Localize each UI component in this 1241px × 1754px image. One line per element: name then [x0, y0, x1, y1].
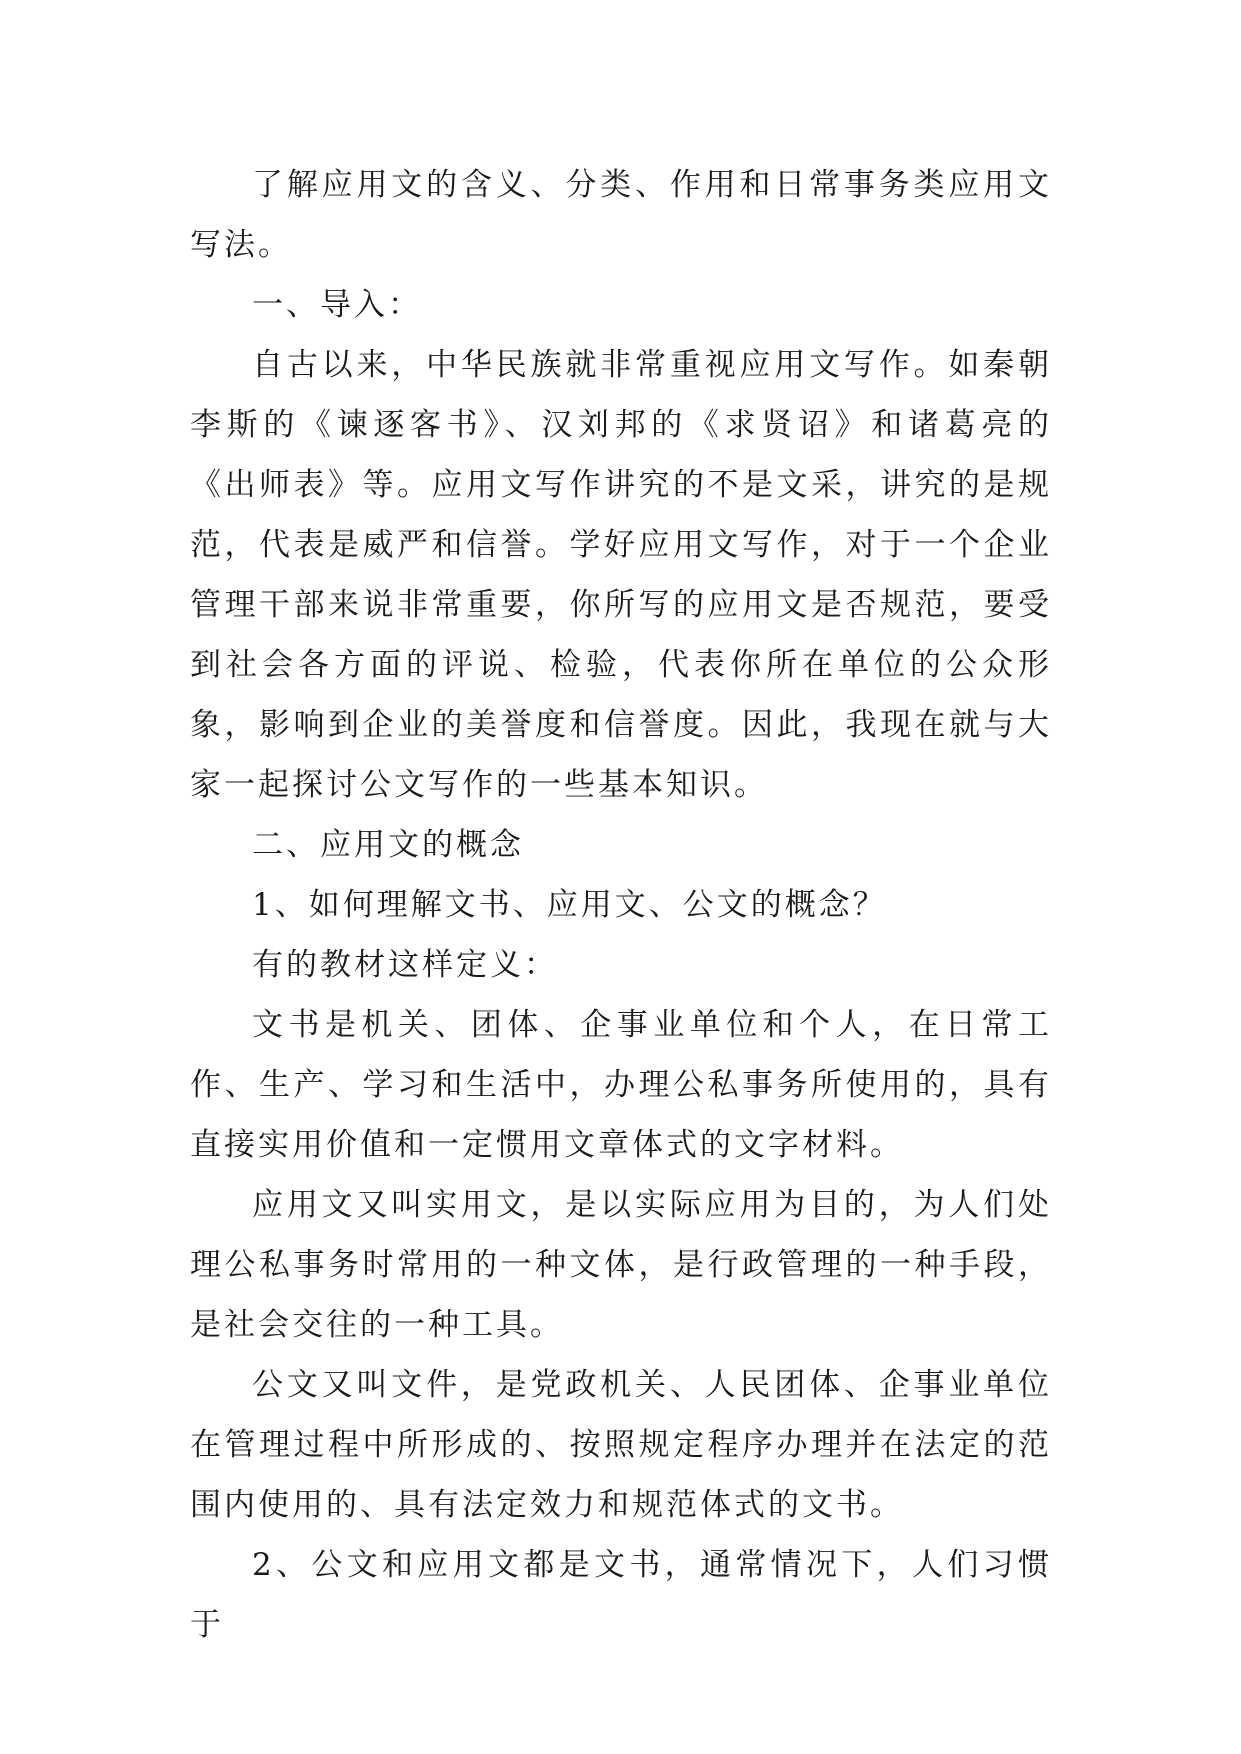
paragraph-objective: 了解应用文的含义、分类、作用和日常事务类应用文写法。 — [190, 167, 1052, 263]
subheading-question-1: 1、如何理解文书、应用文、公文的概念？ — [252, 887, 887, 923]
paragraph-introduction: 自古以来，中华民族就非常重视应用文写作。如秦朝李斯的《谏逐客书》、汉刘邦的《求贤诏》和诸葛亮的《出师表》等。应用文写作讲究的不是文采，讲究的是规范，代表是威严和信誉。学好应用文写作，对于一个企业管理干部来说非常重要，你所写的应用文是否规范，要受到社会各方面的评说、检验，代表你所在单位的公众形象，影响到企业的美誉度和信誉度。因此，我现在就与大家一起探讨公文写作的一些基本知识。 — [190, 347, 1052, 803]
section-heading-introduction: 一、导入： — [252, 287, 422, 323]
paragraph-definition-applied-writing: 应用文又叫实用文，是以实际应用为目的，为人们处理公私事务时常用的一种文体，是行政管理的一种手段，是社会交往的一种工具。 — [190, 1187, 1052, 1343]
paragraph-textbook-definition: 有的教材这样定义： — [252, 947, 558, 983]
section-heading-concept: 二、应用文的概念 — [252, 827, 524, 863]
paragraph-definition-official-document: 公文又叫文件，是党政机关、人民团体、企事业单位在管理过程中所形成的、按照规定程序办理并在法定的范围内使用的、具有法定效力和规范体式的文书。 — [190, 1367, 1052, 1523]
paragraph-definition-document: 文书是机关、团体、企事业单位和个人，在日常工作、生产、学习和生活中，办理公私事务所使用的，具有直接实用价值和一定惯用文章体式的文字材料。 — [190, 1007, 1052, 1163]
subheading-question-2: 2、公文和应用文都是文书，通常情况下，人们习惯于 — [190, 1547, 1052, 1643]
document-body — [190, 155, 1052, 1655]
